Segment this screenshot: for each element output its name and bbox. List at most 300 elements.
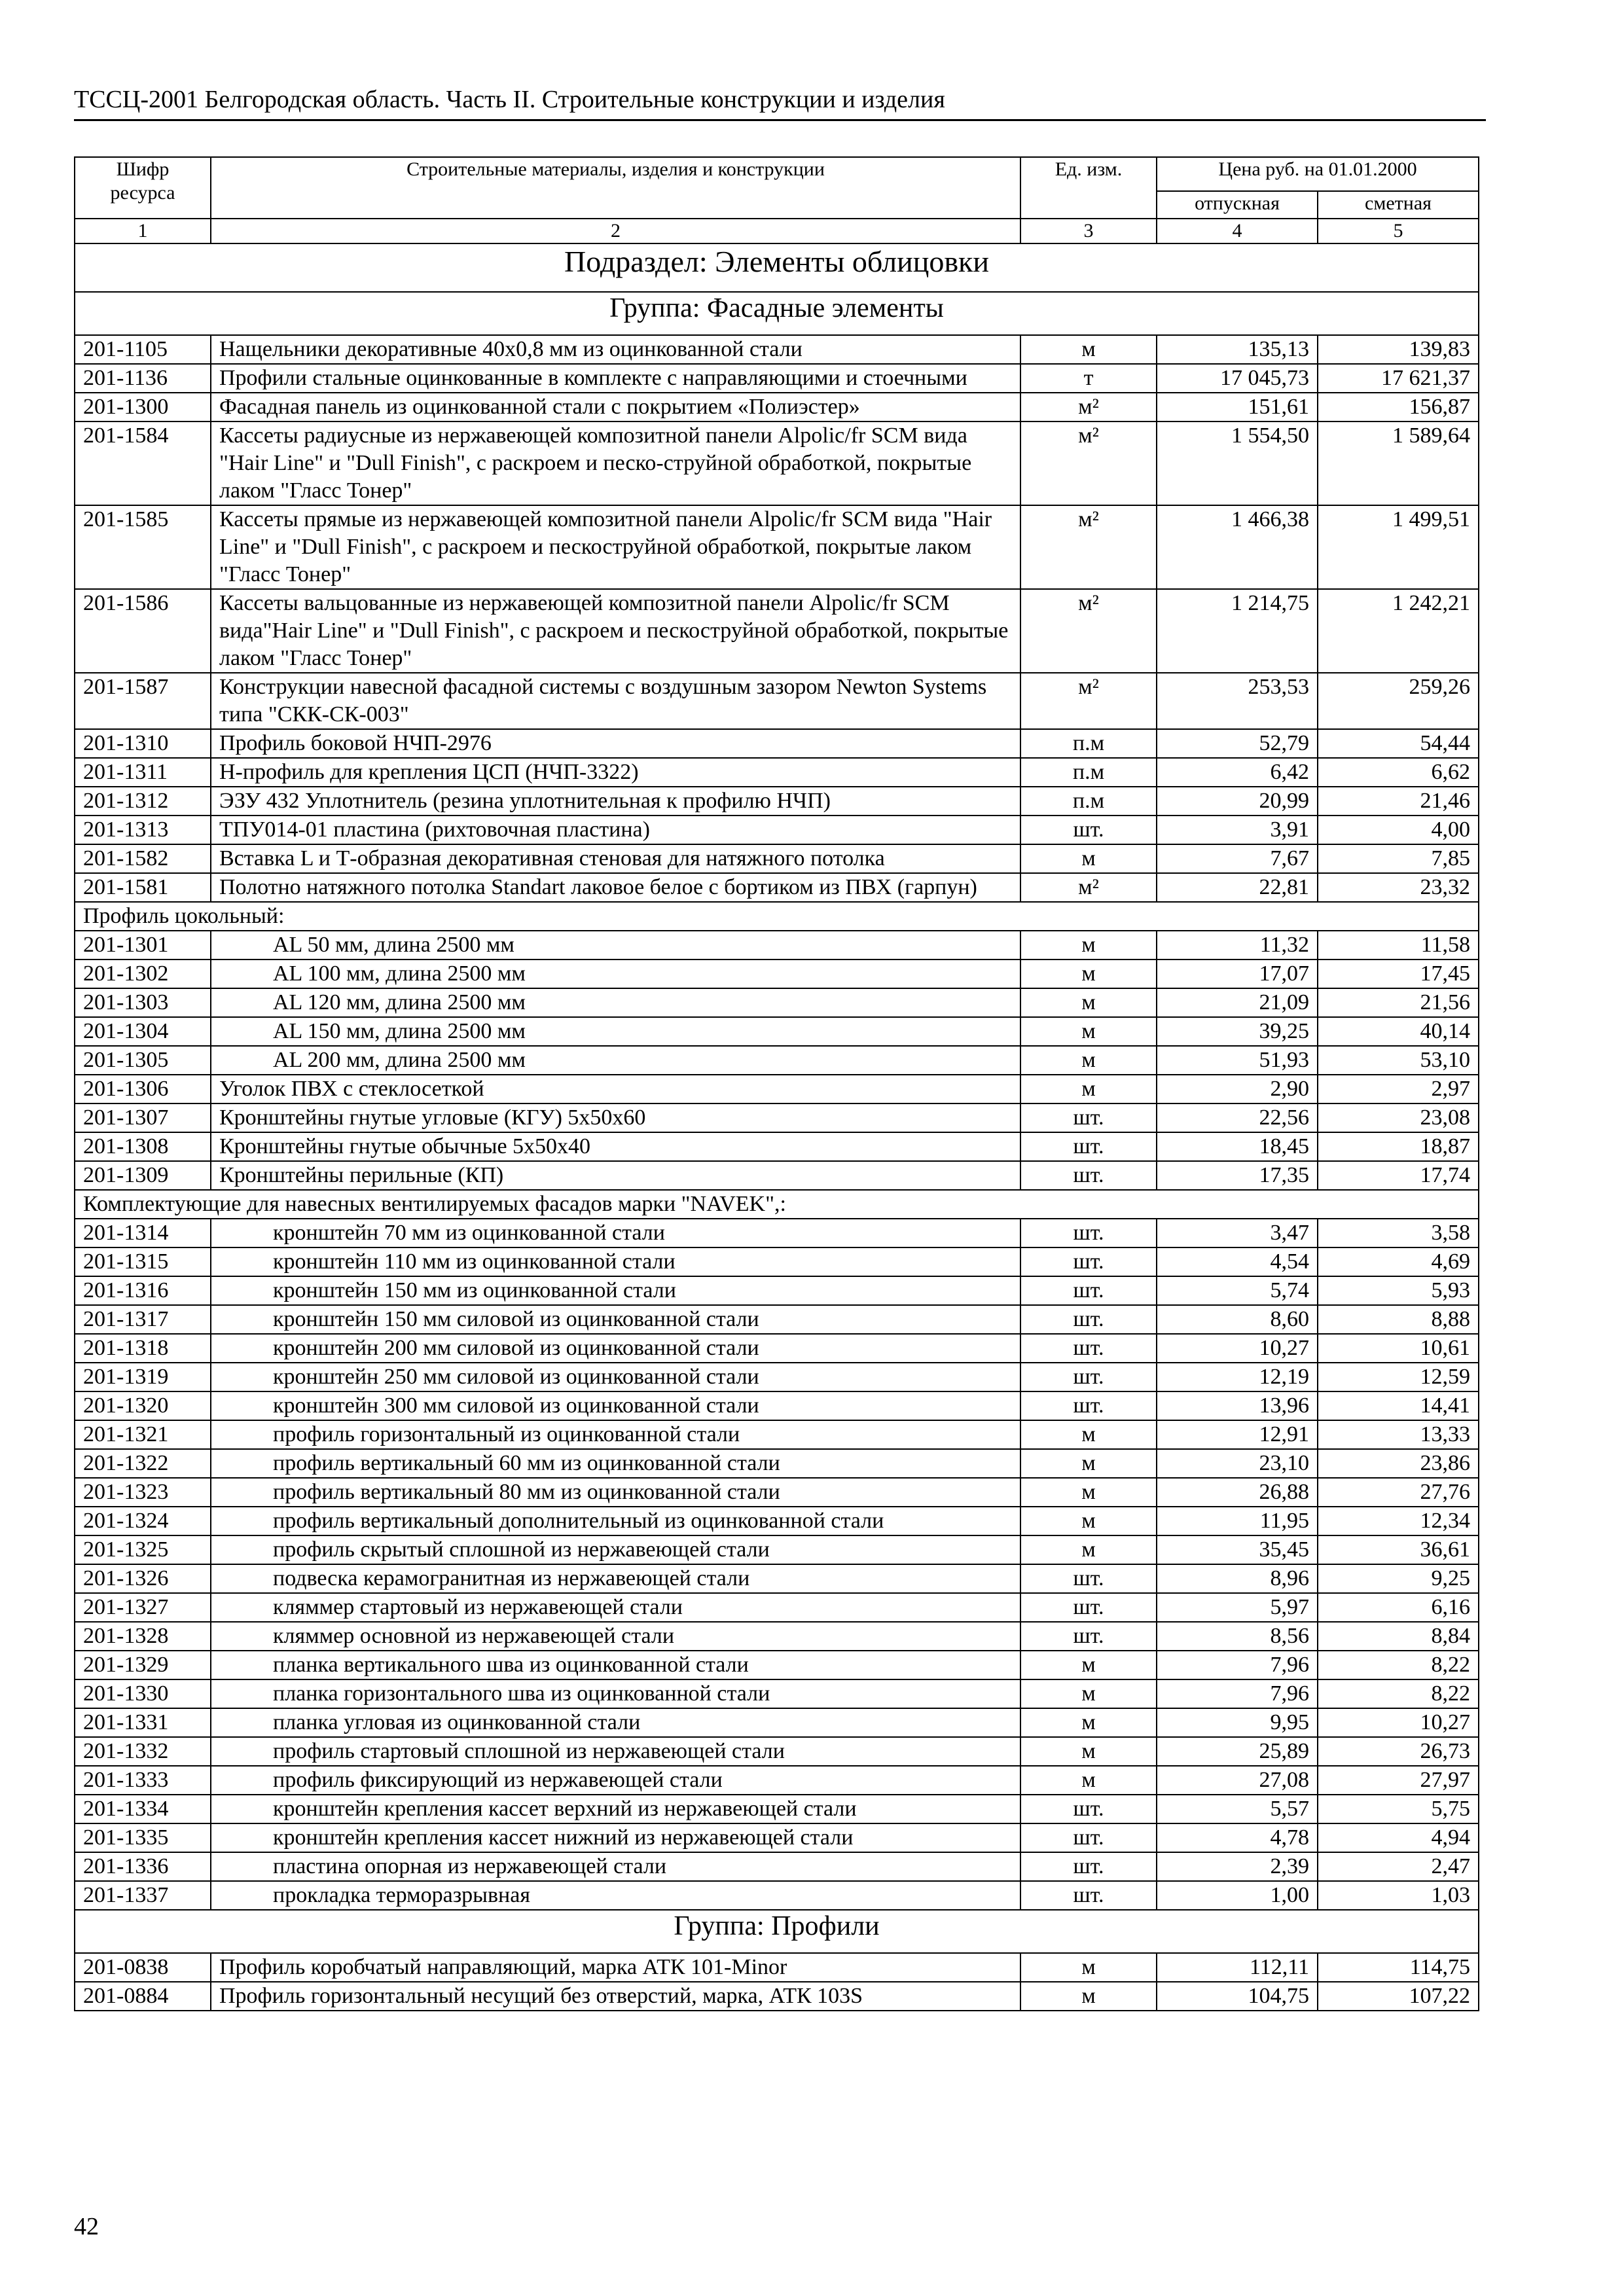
estimate-price: 4,94 [1318, 1823, 1479, 1852]
col-number: 3 [1020, 219, 1157, 243]
estimate-price: 11,58 [1318, 931, 1479, 960]
unit: шт. [1020, 1363, 1157, 1391]
material-name: Конструкции навесной фасадной системы с воздушным зазором Newton Systems типа "СКК-СК-003" [211, 673, 1020, 729]
release-price: 5,57 [1157, 1795, 1318, 1823]
col-header-estimate: сметная [1318, 191, 1479, 219]
release-price: 51,93 [1157, 1046, 1318, 1075]
resource-code: 201-1301 [75, 931, 211, 960]
estimate-price: 53,10 [1318, 1046, 1479, 1075]
table-row [75, 1103, 1479, 1132]
unit: м [1020, 1766, 1157, 1795]
release-price: 135,13 [1157, 335, 1318, 364]
resource-code: 201-1320 [75, 1391, 211, 1420]
resource-code: 201-1318 [75, 1334, 211, 1363]
material-name: подвеска керамогранитная из нержавеющей стали [211, 1564, 1020, 1593]
unit: т [1020, 364, 1157, 393]
table-row [75, 1305, 1479, 1334]
estimate-price: 9,25 [1318, 1564, 1479, 1593]
estimate-price: 1 499,51 [1318, 505, 1479, 589]
material-name: Вставка L и Т-образная декоративная стеновая для натяжного потолка [211, 844, 1020, 873]
unit: м [1020, 1737, 1157, 1766]
unit: м [1020, 1953, 1157, 1982]
release-price: 21,09 [1157, 988, 1318, 1017]
release-price: 17 045,73 [1157, 364, 1318, 393]
resource-code: 201-1322 [75, 1449, 211, 1478]
unit: м² [1020, 589, 1157, 673]
resource-code: 201-1334 [75, 1795, 211, 1823]
unit: п.м [1020, 758, 1157, 787]
resource-code: 201-1315 [75, 1247, 211, 1276]
release-price: 151,61 [1157, 393, 1318, 422]
col-header-code: Шифр ресурса [75, 157, 211, 219]
release-price: 253,53 [1157, 673, 1318, 729]
resource-code: 201-1586 [75, 589, 211, 673]
material-name: кронштейн 70 мм из оцинкованной стали [211, 1219, 1020, 1247]
resource-code: 201-1337 [75, 1881, 211, 1910]
resource-code: 201-1581 [75, 873, 211, 902]
release-price: 7,67 [1157, 844, 1318, 873]
estimate-price: 18,87 [1318, 1132, 1479, 1161]
release-price: 1 214,75 [1157, 589, 1318, 673]
estimate-price: 5,93 [1318, 1276, 1479, 1305]
release-price: 1 466,38 [1157, 505, 1318, 589]
table-row [75, 1161, 1479, 1190]
estimate-price: 14,41 [1318, 1391, 1479, 1420]
unit: шт. [1020, 1247, 1157, 1276]
table-row [75, 729, 1479, 758]
resource-code: 201-1317 [75, 1305, 211, 1334]
unit: шт. [1020, 1305, 1157, 1334]
material-name: кронштейн крепления кассет нижний из нержавеющей стали [211, 1823, 1020, 1852]
estimate-price: 1 242,21 [1318, 589, 1479, 673]
unit: м [1020, 1535, 1157, 1564]
material-name: ТПУ014-01 пластина (рихтовочная пластина) [211, 816, 1020, 844]
table-row [75, 1075, 1479, 1103]
material-name: профиль стартовый сплошной из нержавеющей стали [211, 1737, 1020, 1766]
page-header: ТССЦ-2001 Белгородская область. Часть II. Строительные конструкции и изделия [74, 84, 1486, 121]
estimate-price: 8,22 [1318, 1651, 1479, 1679]
estimate-price: 40,14 [1318, 1017, 1479, 1046]
release-price: 12,19 [1157, 1363, 1318, 1391]
estimate-price: 107,22 [1318, 1982, 1479, 2011]
unit: шт. [1020, 1881, 1157, 1910]
table-row [75, 1363, 1479, 1391]
table-row [75, 1334, 1479, 1363]
release-price: 11,32 [1157, 931, 1318, 960]
table-row [75, 505, 1479, 589]
table-row [75, 787, 1479, 816]
page-number: 42 [74, 2213, 99, 2240]
unit: м² [1020, 393, 1157, 422]
estimate-price: 12,59 [1318, 1363, 1479, 1391]
material-name: пластина опорная из нержавеющей стали [211, 1852, 1020, 1881]
unit: м [1020, 1046, 1157, 1075]
resource-code: 201-0884 [75, 1982, 211, 2011]
resource-code: 201-1327 [75, 1593, 211, 1622]
material-name: планка вертикального шва из оцинкованной стали [211, 1651, 1020, 1679]
table-row [75, 1219, 1479, 1247]
estimate-price: 2,97 [1318, 1075, 1479, 1103]
table-row [75, 1507, 1479, 1535]
resource-code: 201-1310 [75, 729, 211, 758]
unit: м [1020, 1708, 1157, 1737]
table-row [75, 1564, 1479, 1593]
estimate-price: 10,61 [1318, 1334, 1479, 1363]
resource-code: 201-1582 [75, 844, 211, 873]
material-name: Профиль боковой НЧП-2976 [211, 729, 1020, 758]
table-row [75, 844, 1479, 873]
unit: м [1020, 1982, 1157, 2011]
material-name: планка горизонтального шва из оцинкованной стали [211, 1679, 1020, 1708]
estimate-price: 6,16 [1318, 1593, 1479, 1622]
material-name: кронштейн 110 мм из оцинкованной стали [211, 1247, 1020, 1276]
col-header-name: Строительные материалы, изделия и конструкции [211, 157, 1020, 219]
table-row [75, 1391, 1479, 1420]
col-number: 4 [1157, 219, 1318, 243]
material-name: Кронштейны гнутые обычные 5х50х40 [211, 1132, 1020, 1161]
table-row [75, 758, 1479, 787]
release-price: 8,96 [1157, 1564, 1318, 1593]
resource-code: 201-1328 [75, 1622, 211, 1651]
material-name: Н-профиль для крепления ЦСП (НЧП-3322) [211, 758, 1020, 787]
release-price: 4,54 [1157, 1247, 1318, 1276]
material-name: Профиль коробчатый направляющий, марка АТК 101-Minor [211, 1953, 1020, 1982]
table-row [75, 1737, 1479, 1766]
release-price: 25,89 [1157, 1737, 1318, 1766]
subgroup-title: Профиль цокольный: [75, 902, 1479, 931]
unit: м [1020, 335, 1157, 364]
release-price: 5,74 [1157, 1276, 1318, 1305]
release-price: 26,88 [1157, 1478, 1318, 1507]
release-price: 8,56 [1157, 1622, 1318, 1651]
release-price: 22,56 [1157, 1103, 1318, 1132]
material-name: AL 200 мм, длина 2500 мм [211, 1046, 1020, 1075]
release-price: 17,35 [1157, 1161, 1318, 1190]
release-price: 2,90 [1157, 1075, 1318, 1103]
material-name: планка угловая из оцинкованной стали [211, 1708, 1020, 1737]
material-name: Фасадная панель из оцинкованной стали с покрытием «Полиэстер» [211, 393, 1020, 422]
release-price: 3,47 [1157, 1219, 1318, 1247]
table-row [75, 364, 1479, 393]
unit: шт. [1020, 1593, 1157, 1622]
group-title: Группа: Фасадные элементы [75, 292, 1479, 335]
material-name: кронштейн 200 мм силовой из оцинкованной стали [211, 1334, 1020, 1363]
estimate-price: 17,45 [1318, 960, 1479, 988]
resource-code: 201-1326 [75, 1564, 211, 1593]
estimate-price: 26,73 [1318, 1737, 1479, 1766]
material-name: Кронштейны гнутые угловые (КГУ) 5х50х60 [211, 1103, 1020, 1132]
col-header-price: Цена руб. на 01.01.2000 [1157, 157, 1479, 191]
unit: м [1020, 844, 1157, 873]
resource-code: 201-1324 [75, 1507, 211, 1535]
estimate-price: 17 621,37 [1318, 364, 1479, 393]
estimate-price: 8,84 [1318, 1622, 1479, 1651]
resource-code: 201-1331 [75, 1708, 211, 1737]
release-price: 5,97 [1157, 1593, 1318, 1622]
material-name: профиль скрытый сплошной из нержавеющей стали [211, 1535, 1020, 1564]
col-number: 5 [1318, 219, 1479, 243]
unit: шт. [1020, 1219, 1157, 1247]
release-price: 35,45 [1157, 1535, 1318, 1564]
material-name: AL 150 мм, длина 2500 мм [211, 1017, 1020, 1046]
table-row [75, 1881, 1479, 1910]
estimate-price: 36,61 [1318, 1535, 1479, 1564]
material-name: профиль горизонтальный из оцинкованной стали [211, 1420, 1020, 1449]
resource-code: 201-1300 [75, 393, 211, 422]
section-title: Подраздел: Элементы облицовки [75, 243, 1479, 292]
release-price: 39,25 [1157, 1017, 1318, 1046]
release-price: 4,78 [1157, 1823, 1318, 1852]
estimate-price: 1 589,64 [1318, 422, 1479, 505]
resource-code: 201-1323 [75, 1478, 211, 1507]
unit: шт. [1020, 1391, 1157, 1420]
unit: м [1020, 1507, 1157, 1535]
release-price: 22,81 [1157, 873, 1318, 902]
table-row [75, 1795, 1479, 1823]
table-row [75, 1651, 1479, 1679]
material-name: кронштейн 150 мм из оцинкованной стали [211, 1276, 1020, 1305]
estimate-price: 4,00 [1318, 816, 1479, 844]
estimate-price: 23,86 [1318, 1449, 1479, 1478]
resource-code: 201-1584 [75, 422, 211, 505]
estimate-price: 4,69 [1318, 1247, 1479, 1276]
resource-code: 201-1336 [75, 1852, 211, 1881]
release-price: 1 554,50 [1157, 422, 1318, 505]
table-row [75, 1766, 1479, 1795]
col-header-unit: Ед. изм. [1020, 157, 1157, 219]
material-name: кронштейн крепления кассет верхний из нержавеющей стали [211, 1795, 1020, 1823]
release-price: 104,75 [1157, 1982, 1318, 2011]
resource-code: 201-1307 [75, 1103, 211, 1132]
table-row [75, 1708, 1479, 1737]
release-price: 20,99 [1157, 787, 1318, 816]
table-row [75, 1420, 1479, 1449]
estimate-price: 139,83 [1318, 335, 1479, 364]
resource-code: 201-1332 [75, 1737, 211, 1766]
material-name: Профили стальные оцинкованные в комплекте с направляющими и стоечными [211, 364, 1020, 393]
unit: шт. [1020, 1103, 1157, 1132]
resource-code: 201-1305 [75, 1046, 211, 1075]
unit: шт. [1020, 1622, 1157, 1651]
unit: м [1020, 1075, 1157, 1103]
release-price: 9,95 [1157, 1708, 1318, 1737]
unit: шт. [1020, 1823, 1157, 1852]
unit: шт. [1020, 1161, 1157, 1190]
unit: шт. [1020, 816, 1157, 844]
table-row [75, 1046, 1479, 1075]
resource-code: 201-1311 [75, 758, 211, 787]
table-row [75, 1247, 1479, 1276]
unit: шт. [1020, 1795, 1157, 1823]
material-name: Кассеты вальцованные из нержавеющей композитной панели Alpolic/fr SCM вида"Hair Line" и "Dull Finish", с раскроем и пескоструйной обработкой, покрытые лаком "Гласс Тонер" [211, 589, 1020, 673]
material-name: AL 100 мм, длина 2500 мм [211, 960, 1020, 988]
resource-code: 201-1312 [75, 787, 211, 816]
release-price: 11,95 [1157, 1507, 1318, 1535]
material-name: профиль фиксирующий из нержавеющей стали [211, 1766, 1020, 1795]
unit: шт. [1020, 1276, 1157, 1305]
resource-code: 201-1308 [75, 1132, 211, 1161]
resource-code: 201-1330 [75, 1679, 211, 1708]
unit: п.м [1020, 729, 1157, 758]
material-name: Уголок ПВХ с стеклосеткой [211, 1075, 1020, 1103]
table-row [75, 988, 1479, 1017]
release-price: 3,91 [1157, 816, 1318, 844]
estimate-price: 5,75 [1318, 1795, 1479, 1823]
unit: м [1020, 1017, 1157, 1046]
unit: п.м [1020, 787, 1157, 816]
unit: м² [1020, 422, 1157, 505]
table-row [75, 589, 1479, 673]
resource-code: 201-1316 [75, 1276, 211, 1305]
estimate-price: 13,33 [1318, 1420, 1479, 1449]
table-row [75, 1852, 1479, 1881]
estimate-price: 10,27 [1318, 1708, 1479, 1737]
estimate-price: 27,97 [1318, 1766, 1479, 1795]
table-row [75, 1953, 1479, 1982]
material-name: кляммер основной из нержавеющей стали [211, 1622, 1020, 1651]
resource-code: 201-1585 [75, 505, 211, 589]
unit: м [1020, 931, 1157, 960]
table-row [75, 1017, 1479, 1046]
release-price: 6,42 [1157, 758, 1318, 787]
table-row [75, 1478, 1479, 1507]
unit: м [1020, 988, 1157, 1017]
unit: шт. [1020, 1334, 1157, 1363]
table-row [75, 335, 1479, 364]
estimate-price: 23,32 [1318, 873, 1479, 902]
resource-code: 201-1309 [75, 1161, 211, 1190]
material-name: кляммер стартовый из нержавеющей стали [211, 1593, 1020, 1622]
material-name: прокладка терморазрывная [211, 1881, 1020, 1910]
resource-code: 201-1333 [75, 1766, 211, 1795]
group-title: Группа: Профили [75, 1910, 1479, 1953]
table-row [75, 422, 1479, 505]
unit: м [1020, 1449, 1157, 1478]
material-name: Кронштейны перильные (КП) [211, 1161, 1020, 1190]
release-price: 27,08 [1157, 1766, 1318, 1795]
material-name: AL 120 мм, длина 2500 мм [211, 988, 1020, 1017]
material-name: Нащельники декоративные 40х0,8 мм из оцинкованной стали [211, 335, 1020, 364]
material-name: профиль вертикальный дополнительный из оцинкованной стали [211, 1507, 1020, 1535]
material-name: AL 50 мм, длина 2500 мм [211, 931, 1020, 960]
material-name: кронштейн 150 мм силовой из оцинкованной стали [211, 1305, 1020, 1334]
release-price: 17,07 [1157, 960, 1318, 988]
col-number: 1 [75, 219, 211, 243]
resource-code: 201-1304 [75, 1017, 211, 1046]
estimate-price: 17,74 [1318, 1161, 1479, 1190]
estimate-price: 21,46 [1318, 787, 1479, 816]
resource-code: 201-1313 [75, 816, 211, 844]
release-price: 8,60 [1157, 1305, 1318, 1334]
table-row [75, 931, 1479, 960]
release-price: 13,96 [1157, 1391, 1318, 1420]
table-row [75, 1132, 1479, 1161]
material-name: кронштейн 300 мм силовой из оцинкованной стали [211, 1391, 1020, 1420]
unit: м [1020, 1478, 1157, 1507]
table-row [75, 1622, 1479, 1651]
table-row [75, 1449, 1479, 1478]
estimate-price: 1,03 [1318, 1881, 1479, 1910]
release-price: 18,45 [1157, 1132, 1318, 1161]
estimate-price: 259,26 [1318, 673, 1479, 729]
resource-code: 201-1303 [75, 988, 211, 1017]
estimate-price: 156,87 [1318, 393, 1479, 422]
release-price: 23,10 [1157, 1449, 1318, 1478]
unit: м [1020, 1420, 1157, 1449]
material-name: Кассеты радиусные из нержавеющей композитной панели Alpolic/fr SCM вида "Hair Line" и "Dull Finish", с раскроем и песко-струйной обработкой, покрытые лаком "Гласс Тонер" [211, 422, 1020, 505]
estimate-price: 3,58 [1318, 1219, 1479, 1247]
table-row [75, 1982, 1479, 2011]
estimate-price: 114,75 [1318, 1953, 1479, 1982]
release-price: 7,96 [1157, 1651, 1318, 1679]
release-price: 7,96 [1157, 1679, 1318, 1708]
table-row [75, 673, 1479, 729]
unit: м [1020, 1679, 1157, 1708]
table-row [75, 816, 1479, 844]
col-number: 2 [211, 219, 1020, 243]
resource-code: 201-0838 [75, 1953, 211, 1982]
estimate-price: 21,56 [1318, 988, 1479, 1017]
estimate-price: 27,76 [1318, 1478, 1479, 1507]
material-name: ЭЗУ 432 Уплотнитель (резина уплотнительная к профилю НЧП) [211, 787, 1020, 816]
release-price: 12,91 [1157, 1420, 1318, 1449]
price-table [74, 156, 1479, 2011]
estimate-price: 2,47 [1318, 1852, 1479, 1881]
resource-code: 201-1105 [75, 335, 211, 364]
resource-code: 201-1587 [75, 673, 211, 729]
unit: м² [1020, 505, 1157, 589]
material-name: профиль вертикальный 80 мм из оцинкованной стали [211, 1478, 1020, 1507]
material-name: кронштейн 250 мм силовой из оцинкованной стали [211, 1363, 1020, 1391]
release-price: 2,39 [1157, 1852, 1318, 1881]
resource-code: 201-1325 [75, 1535, 211, 1564]
table-row [75, 1535, 1479, 1564]
resource-code: 201-1136 [75, 364, 211, 393]
resource-code: 201-1329 [75, 1651, 211, 1679]
table-row [75, 1276, 1479, 1305]
material-name: Профиль горизонтальный несущий без отверстий, марка, АТК 103S [211, 1982, 1020, 2011]
unit: шт. [1020, 1132, 1157, 1161]
table-row [75, 873, 1479, 902]
estimate-price: 8,88 [1318, 1305, 1479, 1334]
resource-code: 201-1314 [75, 1219, 211, 1247]
unit: м [1020, 960, 1157, 988]
col-header-release: отпускная [1157, 191, 1318, 219]
unit: м² [1020, 873, 1157, 902]
table-row [75, 1593, 1479, 1622]
release-price: 10,27 [1157, 1334, 1318, 1363]
unit: шт. [1020, 1564, 1157, 1593]
table-row [75, 960, 1479, 988]
table-row [75, 393, 1479, 422]
table-row [75, 1679, 1479, 1708]
unit: м [1020, 1651, 1157, 1679]
estimate-price: 7,85 [1318, 844, 1479, 873]
resource-code: 201-1302 [75, 960, 211, 988]
material-name: профиль вертикальный 60 мм из оцинкованной стали [211, 1449, 1020, 1478]
estimate-price: 8,22 [1318, 1679, 1479, 1708]
unit: м² [1020, 673, 1157, 729]
material-name: Кассеты прямые из нержавеющей композитной панели Alpolic/fr SCM вида "Hair Line" и "Dull Finish", с раскроем и пескоструйной обработкой, покрытые лаком "Гласс Тонер" [211, 505, 1020, 589]
release-price: 52,79 [1157, 729, 1318, 758]
resource-code: 201-1321 [75, 1420, 211, 1449]
release-price: 1,00 [1157, 1881, 1318, 1910]
estimate-price: 6,62 [1318, 758, 1479, 787]
resource-code: 201-1335 [75, 1823, 211, 1852]
subgroup-title: Комплектующие для навесных вентилируемых фасадов марки "NAVEK",: [75, 1190, 1479, 1219]
resource-code: 201-1319 [75, 1363, 211, 1391]
estimate-price: 54,44 [1318, 729, 1479, 758]
